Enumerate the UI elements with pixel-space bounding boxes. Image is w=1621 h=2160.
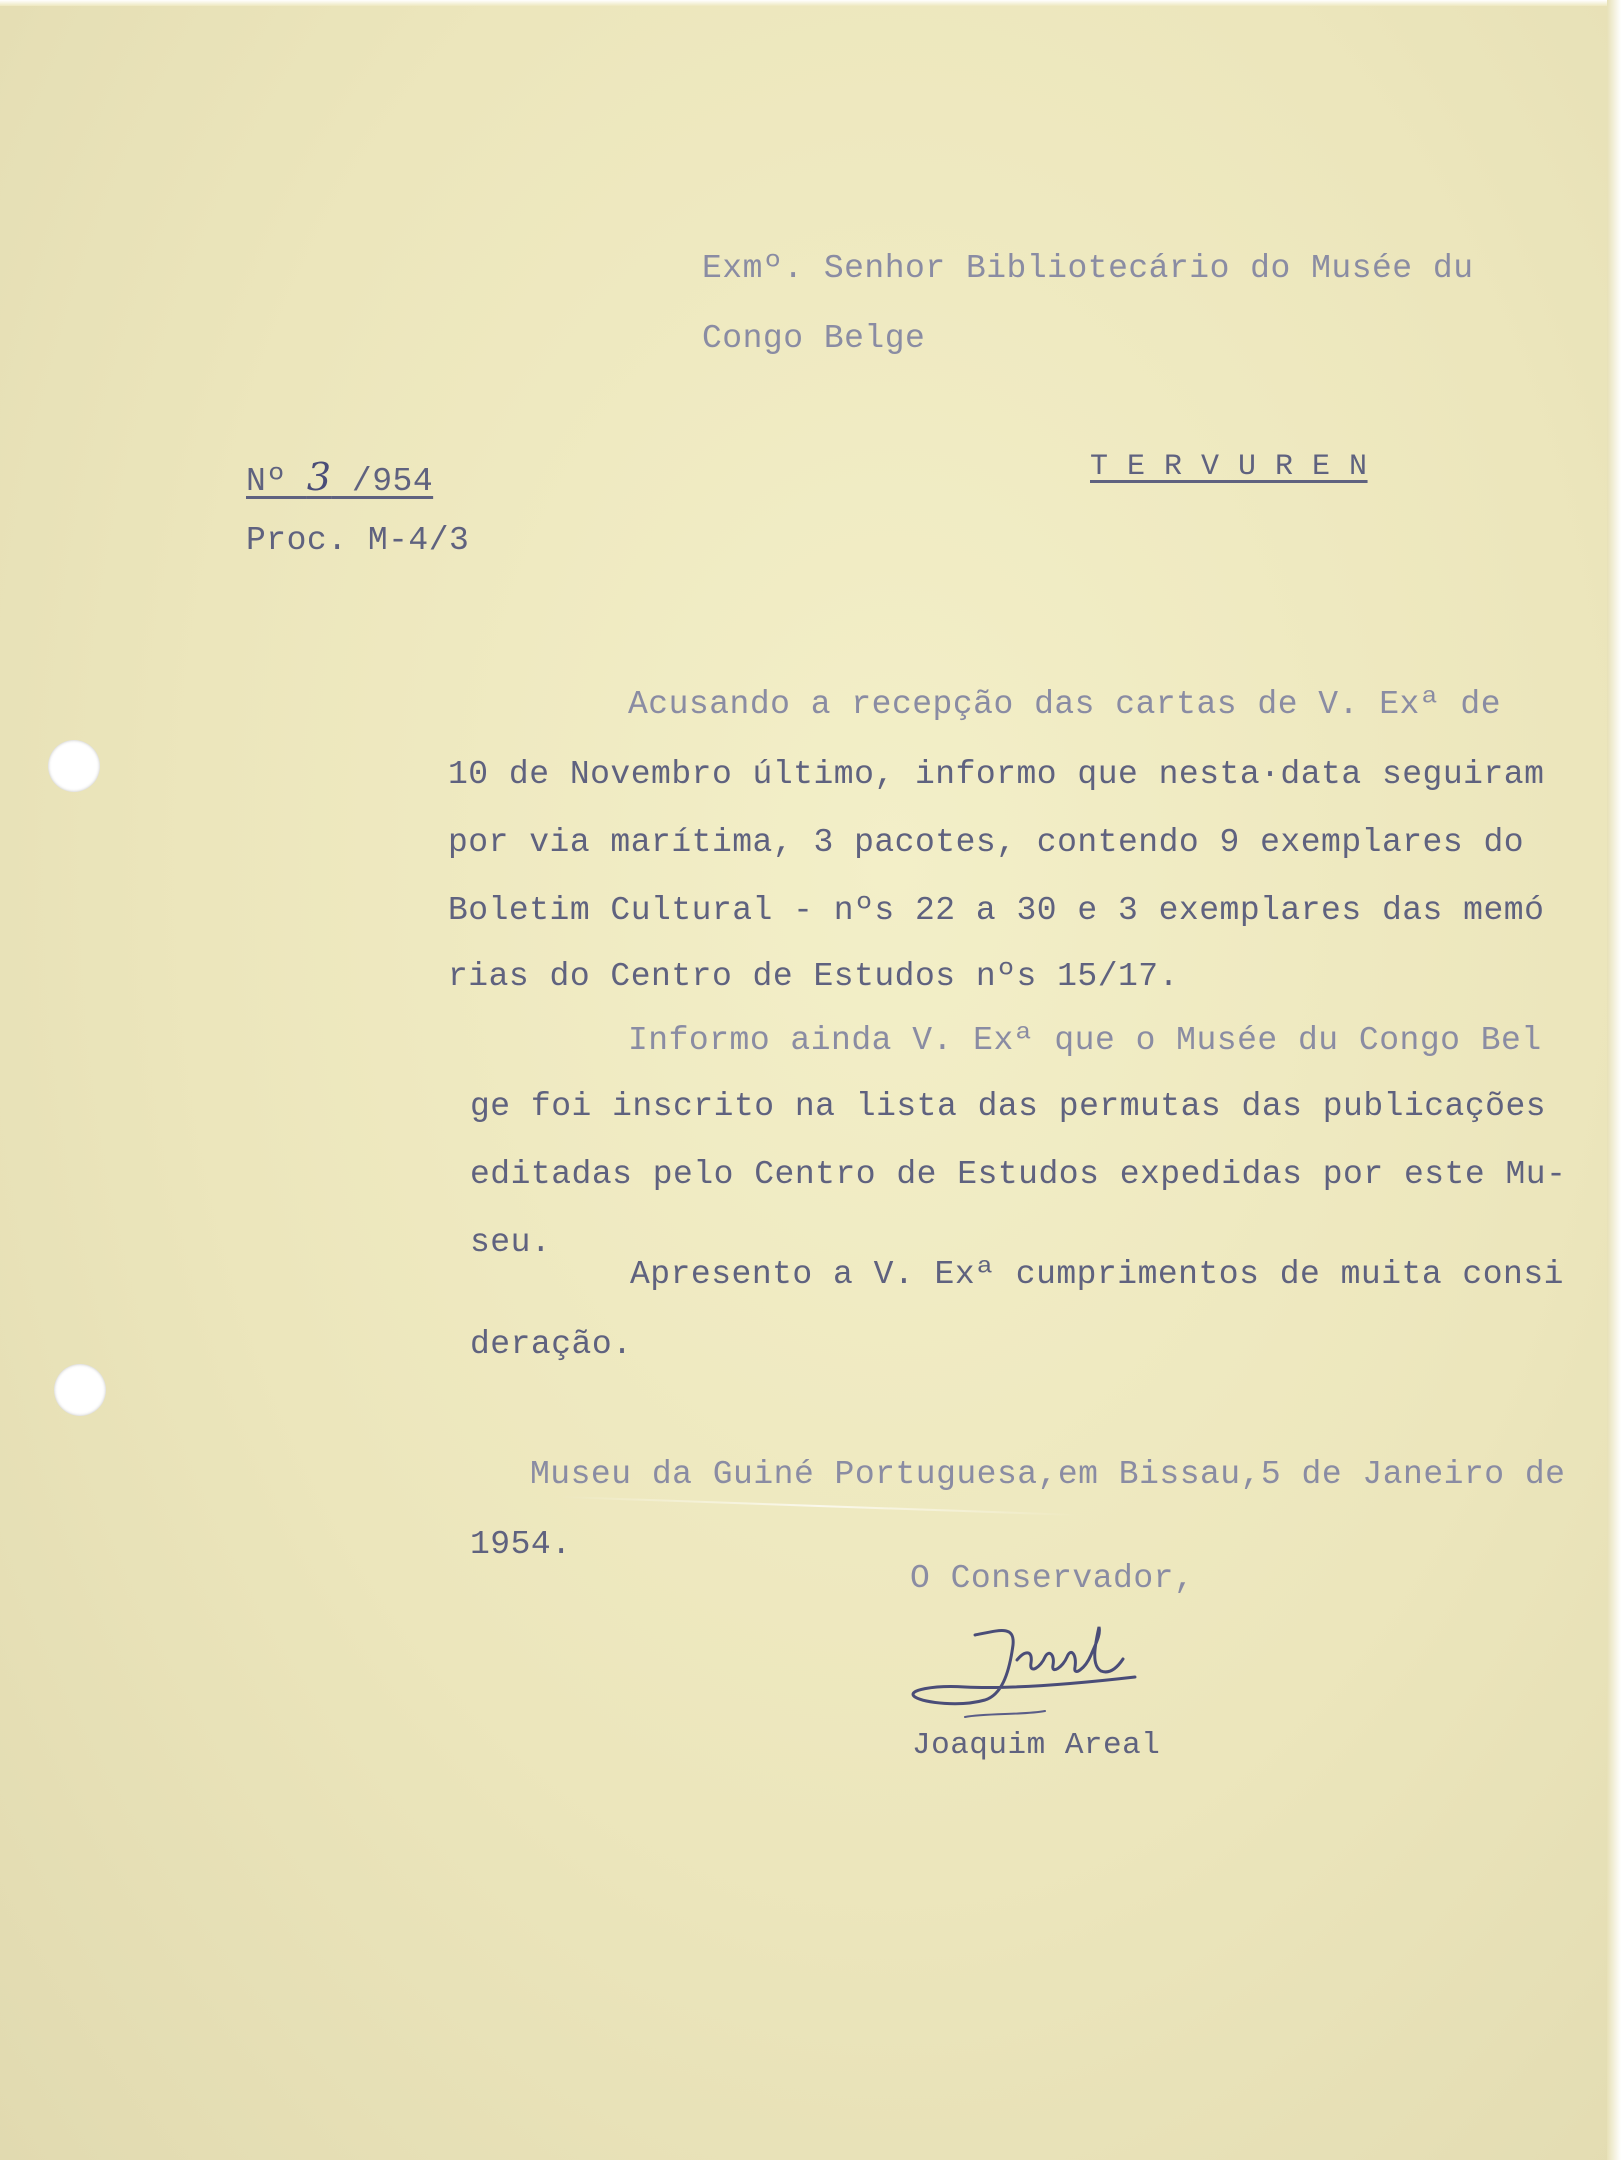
reference-number-handwritten: 3: [306, 455, 332, 499]
addressee-line-1: Exmº. Senhor Bibliotecário do Musée du: [702, 250, 1474, 287]
body-paragraph-1-line-5: rias do Centro de Estudos nºs 15/17.: [448, 958, 1179, 995]
punch-hole-lower: [54, 1364, 106, 1416]
body-paragraph-2-line-4: seu.: [470, 1224, 552, 1261]
signatory-name: Joaquim Areal: [912, 1728, 1161, 1763]
body-paragraph-1-line-3: por via marítima, 3 pacotes, contendo 9 exemplares do: [448, 824, 1525, 861]
process-reference: Proc. M-4/3: [246, 522, 470, 559]
destination-city: T E R V U R E N: [1090, 450, 1368, 484]
paper-crease: [560, 1496, 1080, 1516]
body-paragraph-3-line-1: Apresento a V. Exª cumprimentos de muita consi: [630, 1256, 1564, 1293]
body-paragraph-3-line-2: deração.: [470, 1326, 633, 1363]
body-paragraph-2-line-1: Informo ainda V. Exª que o Musée du Congo Bel: [628, 1022, 1542, 1059]
reference-number: [246, 455, 434, 500]
body-paragraph-1-line-4: Boletim Cultural - nºs 22 a 30 e 3 exemplares das memó: [448, 892, 1545, 929]
reference-number-suffix: /954: [331, 463, 434, 500]
place-date-line-1: Museu da Guiné Portuguesa,em Bissau,5 de Janeiro de: [530, 1456, 1566, 1493]
signatory-title: O Conservador,: [910, 1560, 1195, 1597]
body-paragraph-1-line-1: Acusando a recepção das cartas de V. Exª de: [628, 686, 1502, 723]
punch-hole-upper: [48, 740, 100, 792]
place-date-line-2: 1954.: [470, 1526, 572, 1563]
body-paragraph-1-line-2: 10 de Novembro último, informo que nesta·data seguiram: [448, 756, 1545, 793]
paper-top-edge: [0, 0, 1621, 6]
addressee-line-2: Congo Belge: [702, 320, 926, 357]
handwritten-signature: [905, 1605, 1175, 1725]
reference-number-prefix: Nº: [246, 463, 307, 500]
body-paragraph-2-line-3: editadas pelo Centro de Estudos expedidas por este Mu-: [470, 1156, 1567, 1193]
body-paragraph-2-line-2: ge foi inscrito na lista das permutas das publicações: [470, 1088, 1547, 1125]
paper-right-edge: [1607, 0, 1621, 2160]
